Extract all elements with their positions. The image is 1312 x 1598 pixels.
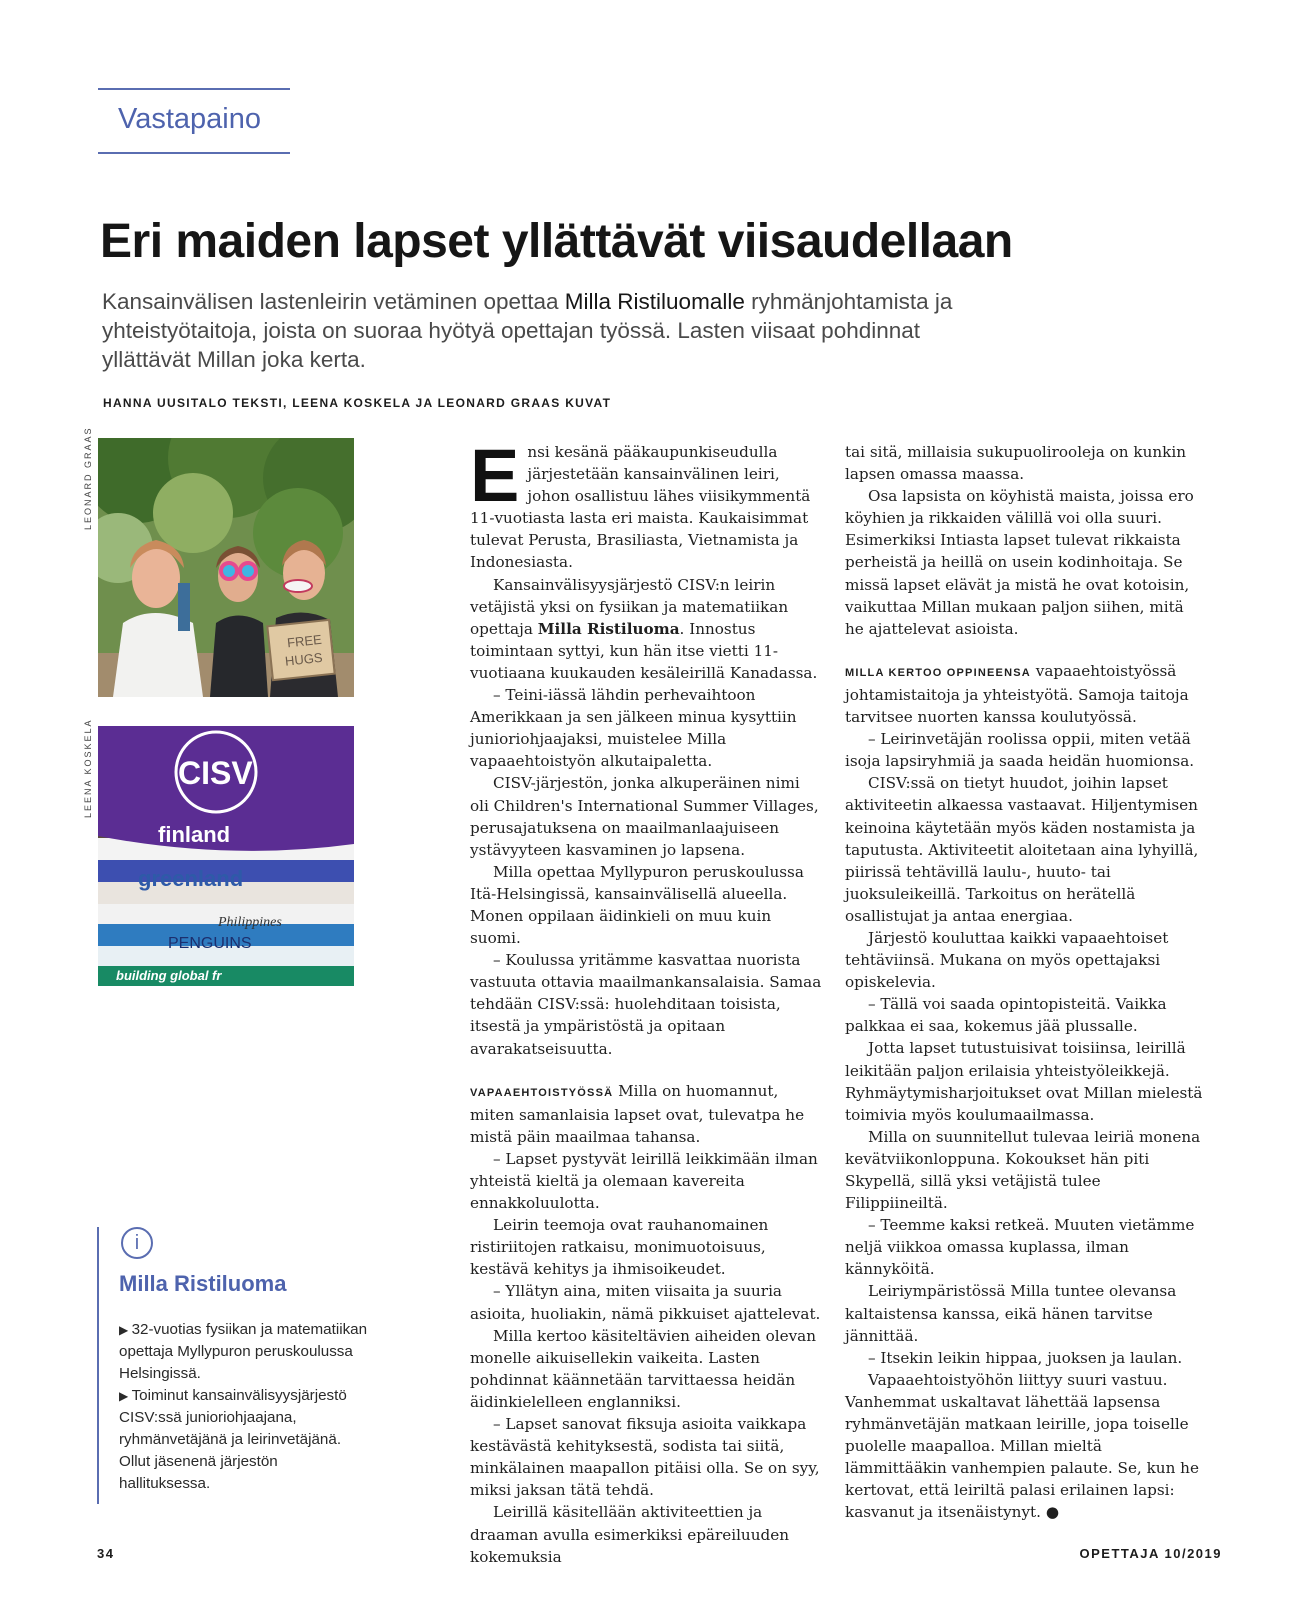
paragraph: Leirillä käsitellään aktiviteettien ja draaman avulla esimerkiksi epäreiluuden kokemuksia [470,1503,789,1566]
paragraph: – Koulussa yritämme kasvattaa nuorista vastuuta ottavia maailmankansalaisia. Samaa tehdään CISV:ssä: huolehditaan toisista, itsestä ja ympäristöstä ja opitaan avarakatseisuutta. [470,951,822,1058]
paragraph: – Teemme kaksi retkeä. Muuten vietämme neljä viikkoa omassa kuplassa, ilman kännyköitä. [845,1216,1195,1279]
paragraph: Leiriympäristössä Milla tuntee olevansa kaltaistensa kanssa, eikä hänen tarvitse jännittää. [845,1282,1177,1345]
run-in-heading: VAPAAEHTOISTYÖSSÄ [470,1086,614,1099]
magazine-issue: OPETTAJA 10/2019 [1079,1546,1222,1561]
paragraph: – Itsekin leikin hippaa, juoksen ja laulan. [868,1348,1183,1367]
shirt-logo: CISV [178,755,253,791]
paragraph: tai sitä, millaisia sukupuolirooleja on kunkin lapsen omassa maassa. [845,443,1186,484]
lead-name: Milla Ristiluomalle [564,289,745,314]
sign-text-line2: HUGS [284,649,324,669]
paragraph: Milla on suunnitellut tulevaa leiriä monena kevätviikonloppuna. Kokoukset hän piti Skypellä, sillä yksi vetäjistä tulee Filippiineiltä. [845,1127,1201,1213]
sign-text-line1: FREE [286,631,323,651]
paragraph: Järjestö kouluttaa kaikki vapaaehtoiset tehtäviinsä. Mukana on myös opettajaksi opiskelevia. [845,928,1169,992]
drop-cap: E [470,434,520,517]
paragraph: – Teini-iässä lähdin perhevaihtoon Amerikkaan ja sen jälkeen minua kysyttiin junioriohjaajaksi, muistelee Milla vapaaehtoistyön alkutaipaletta. [470,686,797,771]
info-list [119,1319,369,1495]
shirt-finland: finland [158,822,231,847]
info-title: Milla Ristiluoma [119,1271,287,1296]
paragraph: CISV:ssä on tietyt huudot, joihin lapset aktiviteetin alkaessa vastaavat. Hiljentymisen keinoina käytetään myös käden nostamista ja taputusta. Aktiviteetit aloitetaan aina lyhyillä, piirissä tehtävillä laulu-, huuto- tai juoksuleikeillä. Tarkoitus on herätellä osallistujat ja antaa energiaa. [845,774,1199,925]
paragraph: Vapaaehtoistyöhön liittyy suuri vastuu. Vanhemmat uskaltavat lähettää lapsensa ryhmänvetäjän matkaan leirille, jopa toiselle puolelle maapalloa. Millan mieltä lämmittääkin vanhempien palaute. Se, kun he kertovat, että leiriltä palasi erilainen lapsi: kasvanut ja itsenäistynyt. ● [845,1370,1199,1522]
paragraph: – Lapset sanovat fiksuja asioita vaikkapa kestävästä kehityksestä, sodista tai siitä, minkälainen maapallon pitäisi olla. Se on syy, miksi jaksan tätä tehdä. [470,1415,820,1500]
paragraph: MILLA KERTOO OPPINEENSA vapaaehtoistyössä johtamistaitoja ja yhteistyötä. Samoja taitoja tarvitsee nuorten kanssa koulutyössä. [845,661,1189,727]
info-icon: i [121,1227,153,1259]
photo-tshirts [98,726,354,986]
paragraph: Osa lapsista on köyhistä maista, joissa ero köyhien ja rikkaiden välillä voi olla suuri. Esimerkiksi Intiasta lapset tulevat rikkaista perheistä ja heillä on usein kodinhoitaja. Se missä lapset elävät ja mistä he ovat kotoisin, vaikuttaa Millan mukaan paljon siihen, mitä he ajattelevat asioista. [845,487,1194,638]
section-tag [98,88,290,154]
paragraph: – Leirinvetäjän roolissa oppii, miten vetää isoja lapsiryhmiä ja saada heidän huomionsa. [845,730,1195,771]
article-column-1 [470,434,822,1568]
paragraph: – Yllätyn aina, miten viisaita ja suuria asioita, huoliakin, nämä pikkuiset ajattelevat. [470,1282,821,1323]
shirt-penguins: PENGUINS [168,935,252,952]
lead-paragraph: Kansainvälisen lastenleirin vetäminen opettaa Milla Ristiluomalle ryhmänjohtamista ja yhteistyötaitoja, joista on suoraa hyötyä opettajan työssä. Lasten viisaat pohdinnat yllättävät Millan joka kerta. [102,289,953,372]
name-bold: Milla Ristiluoma [537,619,680,638]
paragraph: Ensi kesänä pääkaupunkiseudulla järjestetään kansainvälinen leiri, johon osallistuu lähes viisikymmentä 11-vuotiasta lasta eri maista. Kaukaisimmat tulevat Perusta, Brasiliasta, Vietnamista ja Indonesiasta. [470,434,811,572]
info-item: ▶ 32-vuotias fysiikan ja matematiikan opettaja Myllypuron peruskoulussa Helsingissä. [119,1319,369,1385]
paragraph: CISV-järjestön, jonka alkuperäinen nimi oli Children's International Summer Villages, perusajatuksena on maailmanlaajuiseen ystävyyteen kasvaminen jo lapsena. [470,774,819,859]
paragraph: VAPAAEHTOISTYÖSSÄ Milla on huomannut, miten samanlaisia lapset ovat, tulevatpa he mistä päin maailmaa tahansa. [470,1081,805,1146]
shirt-building: building global fr [116,968,222,983]
byline: HANNA UUSITALO TEKSTI, LEENA KOSKELA JA LEONARD GRAAS KUVAT [103,396,612,410]
shirt-philippines: Philippines [218,915,282,930]
photo-credit-top: LEONARD GRAAS [83,426,93,530]
info-item: ▶ Toiminut kansainvälisyysjärjestö CISV:ssä junioriohjaajana, ryhmänvetäjänä ja leirinvetäjänä. Ollut jäsenenä järjestön hallituksessa. [119,1385,369,1495]
page-number: 34 [97,1546,115,1561]
end-mark: ● [1045,1503,1060,1522]
article-column-2 [845,441,1205,1524]
shirt-greenland: greenland [138,866,244,891]
tshirts-illustration [98,726,354,986]
headline: Eri maiden lapset yllättävät viisaudellaan [100,215,1013,268]
paragraph: – Tällä voi saada opintopisteitä. Vaikka palkkaa ei saa, kokemus jää plussalle. [845,995,1167,1036]
paragraph: Kansainvälisyysjärjestö CISV:n leirin vetäjistä yksi on fysiikan ja matematiikan opettaja Milla Ristiluoma. Innostus toimintaan syttyi, kun hän itse vietti 11-vuotiaana kuukauden kesäleirillä Kanadassa. [470,575,818,682]
paragraph: Leirin teemoja ovat rauhanomainen ristiriitojen ratkaisu, monimuotoisuus, kestävä kehitys ja ihmisoikeudet. [470,1216,769,1279]
photo-campers [98,438,354,697]
info-box [97,1227,367,1504]
section-label: Vastapaino [118,103,261,135]
paragraph: Milla opettaa Myllypuron peruskoulussa Itä-Helsingissä, kansainvälisellä alueella. Monen oppilaan äidinkieli on muu kuin suomi. [470,862,804,948]
paragraph: Milla kertoo käsiteltävien aiheiden olevan monelle aikuisellekin vaikeita. Lasten pohdinnat käännetään tarvittaessa heidän äidinkielelleen englanniksi. [470,1326,816,1411]
run-in-heading: MILLA KERTOO OPPINEENSA [845,666,1031,679]
photo-credit-bottom: LEENA KOSKELA [83,718,93,818]
campers-illustration [98,438,354,697]
paragraph: Jotta lapset tutustuisivat toisiinsa, leirillä leikitään paljon erilaisia yhteistyöleikkejä. Ryhmäytymisharjoitukset ovat Millan mielestä toimivia myös koulumaailmassa. [845,1039,1203,1124]
paragraph: – Lapset pystyvät leirillä leikkimään ilman yhteistä kieltä ja olemaan kavereita ennakkoluulotta. [470,1149,818,1213]
